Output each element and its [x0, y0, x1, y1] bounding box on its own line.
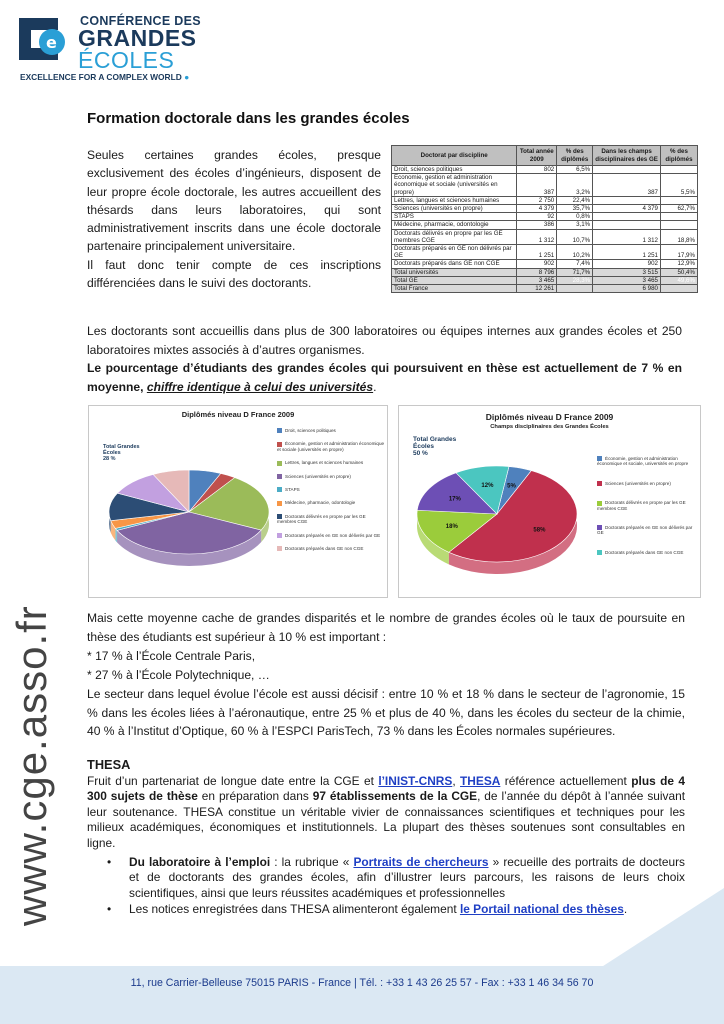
table-cell: 0,8% [557, 213, 593, 221]
table-row [392, 285, 698, 293]
table-cell: 12 261 [517, 285, 557, 293]
table-cell: Total universités [392, 268, 517, 276]
table-cell: 2 750 [517, 196, 557, 204]
chart-1-title: Diplômés niveau D France 2009 [181, 410, 295, 419]
table-cell: Sciences (universités en propre) [392, 205, 517, 213]
intro-text: Seules certaines grandes écoles, presque exclusivement des écoles d’ingénieurs, disposent de leur propre école doctorale, les autres accueillent des thésards dans leurs laboratoires, qui sont administrativement inscrits dans une école doctorale partenaire principalement universitaire. [87, 148, 381, 254]
table-row [392, 205, 698, 213]
legend-label: Sciences (universités en propre) [285, 473, 351, 479]
legend-label: Doctorats délivrés en propre par les GE membres CGE [277, 513, 366, 525]
paragraph-2-bold: Le pourcentage d’étudiants des grandes écoles qui poursuivent en thèse est actuellement de 7 % en moyenne, [87, 361, 682, 394]
paragraph-2: Les doctorants sont accueillis dans plus de 300 laboratoires ou équipes internes aux grandes écoles et 250 laboratoires mixtes associés à d’autres organismes. Le pourcentage d’étudiants des grandes écoles qui poursuivent en thèse est actuellement de 7 % en moyenne, chiffre identique à celui des universités. [87, 324, 682, 394]
table-cell: 7,4% [557, 260, 593, 268]
table-cell: 902 [517, 260, 557, 268]
table-cell: 22,4% [557, 196, 593, 204]
legend-swatch [277, 533, 282, 538]
thesa-link[interactable]: THESA [460, 774, 501, 788]
table-cell: 802 [517, 166, 557, 174]
table-cell: 8 796 [517, 268, 557, 276]
table-cell: Doctorats préparés en GE non délivrés par GE [392, 245, 517, 260]
list-item: • Les notices enregistrées dans THESA alimenteront également le Portail national des thèses. [117, 902, 685, 917]
table-cell: Médecine, pharmacie, odontologie [392, 221, 517, 229]
table-header: Total année 2009 [517, 146, 557, 166]
legend-label: Économie, gestion et administration économique et sociale (universités en propre) [277, 441, 385, 452]
logo-tagline: EXCELLENCE FOR A COMPLEX WORLD ● [20, 72, 190, 82]
table-cell: Doctorats délivrés en propre par les GE membres CGE [392, 229, 517, 244]
table-cell: 5,5% [661, 174, 698, 197]
paragraph-2-text: Les doctorants sont accueillis dans plus de 300 laboratoires ou équipes internes aux grandes écoles et 250 laboratoires mixtes associés à d’autres organismes. [87, 324, 682, 357]
table-cell: Lettres, langues et sciences humaines [392, 196, 517, 204]
legend-label: Lettres, langues et sciences humaines [285, 460, 364, 466]
legend-item [597, 456, 697, 467]
page-title: Formation doctorale dans les grandes écoles [87, 110, 410, 127]
table-cell: 1 251 [593, 245, 661, 260]
chart-1-pie [97, 444, 277, 594]
table-cell: Doctorats préparés dans GE non CGE [392, 260, 517, 268]
legend-label: Médecine, pharmacie, odontologie [285, 500, 356, 506]
table-cell [661, 196, 698, 204]
table-cell [593, 221, 661, 229]
table-cell: 50,4% [661, 268, 698, 276]
table-cell [661, 285, 698, 293]
table-cell: 71,7% [557, 268, 593, 276]
table-header: % des diplômés [557, 146, 593, 166]
intro-text-2: Il faut donc tenir compte de ces inscriptions différenciées dans le suivi des doctorants. [87, 257, 381, 291]
table-row [392, 268, 698, 276]
legend-label: STAPS [285, 487, 300, 493]
chart-2-pie [405, 446, 585, 596]
table-cell [661, 166, 698, 174]
table-cell: 3,1% [557, 221, 593, 229]
cge-logo [14, 12, 214, 82]
legend-label: Doctorats préparés en GE non délivrés par GE [597, 525, 693, 536]
legend-item [277, 500, 385, 505]
intro-paragraph [87, 146, 381, 292]
legend-label: Doctorats préparés dans GE non CGE [285, 546, 364, 552]
legend-swatch [597, 550, 602, 555]
cge-logo-mark-icon [14, 12, 72, 66]
chart-pie-all-disciplines [88, 405, 388, 598]
table-header: Dans les champs disciplinaires des GE [593, 146, 661, 166]
table-row [392, 260, 698, 268]
legend-item [597, 481, 697, 486]
chart-2-subtitle: Champs disciplinaires des Grandes Écoles [490, 424, 609, 430]
table-cell: 49,6% [661, 276, 698, 284]
table-cell: 10,7% [557, 229, 593, 244]
doctorate-table [391, 145, 698, 293]
table-cell: 6 980 [593, 285, 661, 293]
legend-swatch [277, 501, 282, 506]
table-cell [661, 221, 698, 229]
legend-item [277, 533, 385, 538]
inist-cnrs-link[interactable]: l’INIST-CNRS [378, 774, 453, 788]
table-body [392, 166, 698, 293]
table-row [392, 221, 698, 229]
legend-item [277, 441, 385, 452]
side-url: www.cge.asso.fr [8, 605, 55, 926]
thesa-paragraph: Fruit d’un partenariat de longue date entre la CGE et l’INIST-CNRS, THESA référence actuellement plus de 4 300 sujets de thèse en préparation dans 97 établissements de la CGE, de l’année du dépôt à l’année suivant leur soutenance. THESA constitue un véritable vivier de connaissances scientifiques et techniques pour les milieux académiques, économiques et institutionnels. La plupart des thèses soutenues sont consultables en ligne. [87, 774, 686, 850]
chart-2-title: Diplômés niveau D France 2009 [485, 412, 614, 422]
table-cell: 17,9% [661, 245, 698, 260]
table-cell: 6,5% [557, 166, 593, 174]
table-cell: 4 379 [593, 205, 661, 213]
footer-band [0, 966, 724, 1024]
table-header: % des diplômés [661, 146, 698, 166]
table-cell [661, 213, 698, 221]
portail-theses-link[interactable]: le Portail national des thèses [459, 902, 624, 917]
footer-address: 11, rue Carrier-Belleuse 75015 PARIS - France | Tél. : +33 1 43 26 25 57 - Fax : +33 1 46 34 56 70 [130, 977, 594, 989]
table-row [392, 196, 698, 204]
table-cell: 3,2% [557, 174, 593, 197]
portraits-link[interactable]: Portraits de chercheurs [353, 855, 489, 869]
chart-1-legend [277, 428, 385, 559]
table-cell: Total GE [392, 276, 517, 284]
table-cell [593, 213, 661, 221]
paragraph-3-item: * 27 % à l’École Polytechnique, … [87, 667, 270, 682]
legend-label: Doctorats délivrés en propre par les GE membres CGE [597, 500, 686, 511]
table-header-row [392, 146, 698, 166]
table-cell: Total France [392, 285, 517, 293]
legend-label: Doctorats préparés dans GE non CGE [605, 549, 684, 555]
legend-item [277, 487, 385, 492]
paragraph-3-text: Mais cette moyenne cache de grandes disparités et le nombre de grandes écoles où le taux de poursuite en thèse des étudiants est supérieur à 10 % est important : [87, 611, 685, 644]
legend-swatch [597, 481, 602, 486]
legend-label: Doctorats préparés en GE non délivrés par GE [285, 532, 381, 538]
legend-label: Économie, gestion et administration économique et sociale, universités en propre [597, 456, 689, 467]
logo-line-3: ÉCOLES [78, 47, 175, 73]
chart-2-legend [597, 456, 697, 569]
paragraph-3-item: * 17 % à l’École Centrale Paris, [87, 648, 256, 663]
table-cell: 3 515 [593, 268, 661, 276]
legend-item [277, 546, 385, 551]
table-row [392, 174, 698, 197]
table-cell: 10,2% [557, 245, 593, 260]
thesa-heading: THESA [87, 757, 131, 772]
legend-swatch [277, 474, 282, 479]
table-cell: 92 [517, 213, 557, 221]
legend-item [277, 460, 385, 465]
legend-item [597, 500, 697, 511]
legend-swatch [277, 487, 282, 492]
pie-data-label: 17% [448, 496, 461, 503]
logo-line-1: CONFÉRENCE DES [80, 14, 201, 28]
table-cell: STAPS [392, 213, 517, 221]
legend-item [277, 428, 385, 433]
table-cell: 35,7% [557, 205, 593, 213]
table-cell: 3 465 [593, 276, 661, 284]
table-row [392, 276, 698, 284]
table-cell: 18,8% [661, 229, 698, 244]
table-cell [557, 285, 593, 293]
table-cell: 3 465 [517, 276, 557, 284]
table-cell: 1 312 [517, 229, 557, 244]
table-cell: 387 [593, 174, 661, 197]
chart-2-annotation: Total Grandes Écoles 50 % [413, 436, 457, 457]
table-cell: Droit, sciences politiques [392, 166, 517, 174]
legend-swatch [277, 461, 282, 466]
pie-data-label: 18% [445, 524, 458, 531]
chart-pie-ge-disciplines [398, 405, 701, 598]
table-cell: Economie, gestion et administration économique et sociale (universités en propre) [392, 174, 517, 197]
logo-line-2: GRANDES [78, 25, 197, 51]
table-header: Doctorat par discipline [392, 146, 517, 166]
legend-swatch [277, 428, 282, 433]
table-cell: 1 312 [593, 229, 661, 244]
table-cell: 4 379 [517, 205, 557, 213]
paragraph-2-underlined: chiffre identique à celui des universités [146, 379, 374, 394]
thesa-bullets [117, 855, 685, 919]
table-row [392, 166, 698, 174]
paragraph-3-text: Le secteur dans lequel évolue l’école est aussi décisif : entre 10 % et 18 % dans le secteur de l’agronomie, 15 % dans les écoles liées à l’aéronautique, entre 25 % et plus de 40 %, dans les écoles du secteur de la chimie, 40 % à l’Institut d’Optique, 60 % à l’ESPCI ParisTech, 73 % dans les Écoles normales supérieures. [87, 686, 685, 739]
pie-data-label: 12% [481, 482, 494, 489]
table-cell: 28,3% [557, 276, 593, 284]
table-cell: 62,7% [661, 205, 698, 213]
table-cell: 1 251 [517, 245, 557, 260]
table-cell: 386 [517, 221, 557, 229]
legend-item [597, 525, 697, 536]
svg-text:e: e [46, 33, 57, 52]
legend-item [277, 514, 385, 525]
table-row [392, 213, 698, 221]
pie-data-label: 58% [533, 527, 546, 534]
pie-data-label: 5% [507, 483, 516, 490]
legend-item [277, 474, 385, 479]
table-cell: 387 [517, 174, 557, 197]
table-cell: 902 [593, 260, 661, 268]
table-cell [593, 166, 661, 174]
legend-label: Sciences (universités en propre) [605, 480, 671, 486]
table-row [392, 245, 698, 260]
chart-1-annotation: Total Grandes Écoles 28 % [103, 444, 140, 462]
table-cell [593, 196, 661, 204]
paragraph-3 [87, 609, 685, 741]
legend-item [597, 550, 697, 555]
list-item: • Du laboratoire à l’emploi : la rubrique « Portraits de chercheurs » recueille des portraits de docteurs et de doctorants des grandes écoles, afin d’illustrer leurs parcours, les raisons de leurs choix scientifiques, ainsi que leurs réussites académiques et professionnelles [117, 855, 685, 901]
table-row [392, 229, 698, 244]
legend-swatch [277, 546, 282, 551]
table-cell: 12,9% [661, 260, 698, 268]
legend-label: Droit, sciences politiques [285, 428, 336, 433]
